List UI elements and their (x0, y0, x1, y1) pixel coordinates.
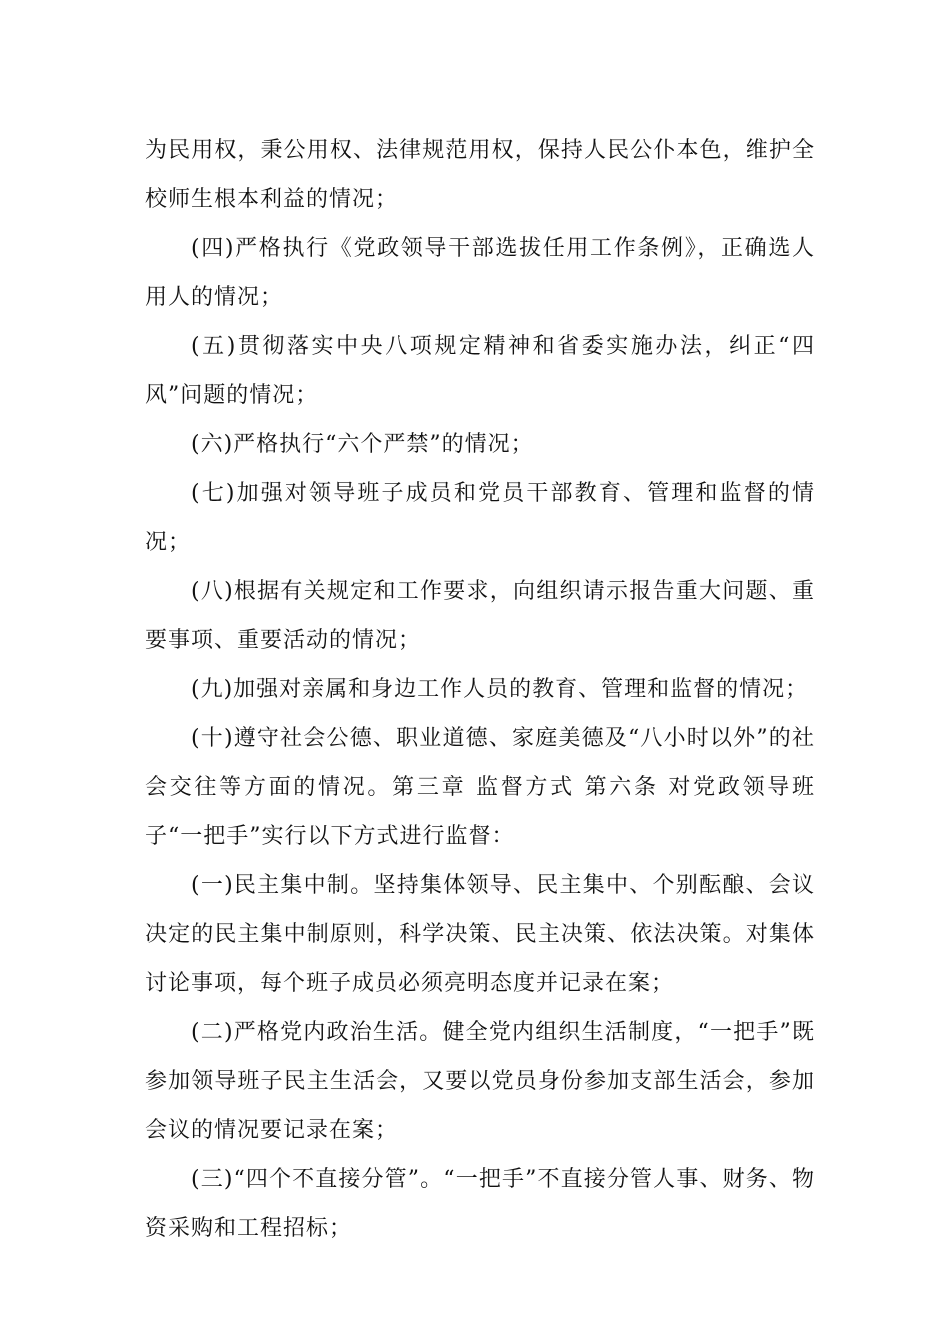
paragraph-item-8: (八)根据有关规定和工作要求，向组织请示报告重大问题、重要事项、重要活动的情况； (145, 579, 815, 653)
paragraph-method-2: (二)严格党内政治生活。健全党内组织生活制度，“一把手”既参加领导班子民主生活会，又要以党员身份参加支部生活会，参加会议的情况要记录在案； (145, 1020, 815, 1143)
paragraph-method-3: (三)“四个不直接分管”。“一把手”不直接分管人事、财务、物资采购和工程招标； (145, 1167, 815, 1241)
document-body (145, 126, 815, 1253)
paragraph-item-7: (七)加强对领导班子成员和党员干部教育、管理和监督的情况； (145, 481, 815, 555)
paragraph-item-4: (四)严格执行《党政领导干部选拔任用工作条例》，正确选人用人的情况； (145, 236, 815, 310)
paragraph-method-1: (一)民主集中制。坚持集体领导、民主集中、个别酝酿、会议决定的民主集中制原则，科学决策、民主决策、依法决策。对集体讨论事项，每个班子成员必须亮明态度并记录在案； (145, 873, 815, 996)
paragraph-item-6: (六)严格执行“六个严禁”的情况； (191, 432, 534, 457)
paragraph-item-10: (十)遵守社会公德、职业道德、家庭美德及“八小时以外”的社会交往等方面的情况。第三章 监督方式 第六条 对党政领导班子“一把手”实行以下方式进行监督： (145, 726, 815, 849)
paragraph-item-5: (五)贯彻落实中央八项规定精神和省委实施办法，纠正“四风”问题的情况； (145, 334, 815, 408)
paragraph-item-9: (九)加强对亲属和身边工作人员的教育、管理和监督的情况； (191, 677, 809, 702)
paragraph-continuation: 为民用权，秉公用权、法律规范用权，保持人民公仆本色，维护全校师生根本利益的情况； (145, 138, 815, 212)
